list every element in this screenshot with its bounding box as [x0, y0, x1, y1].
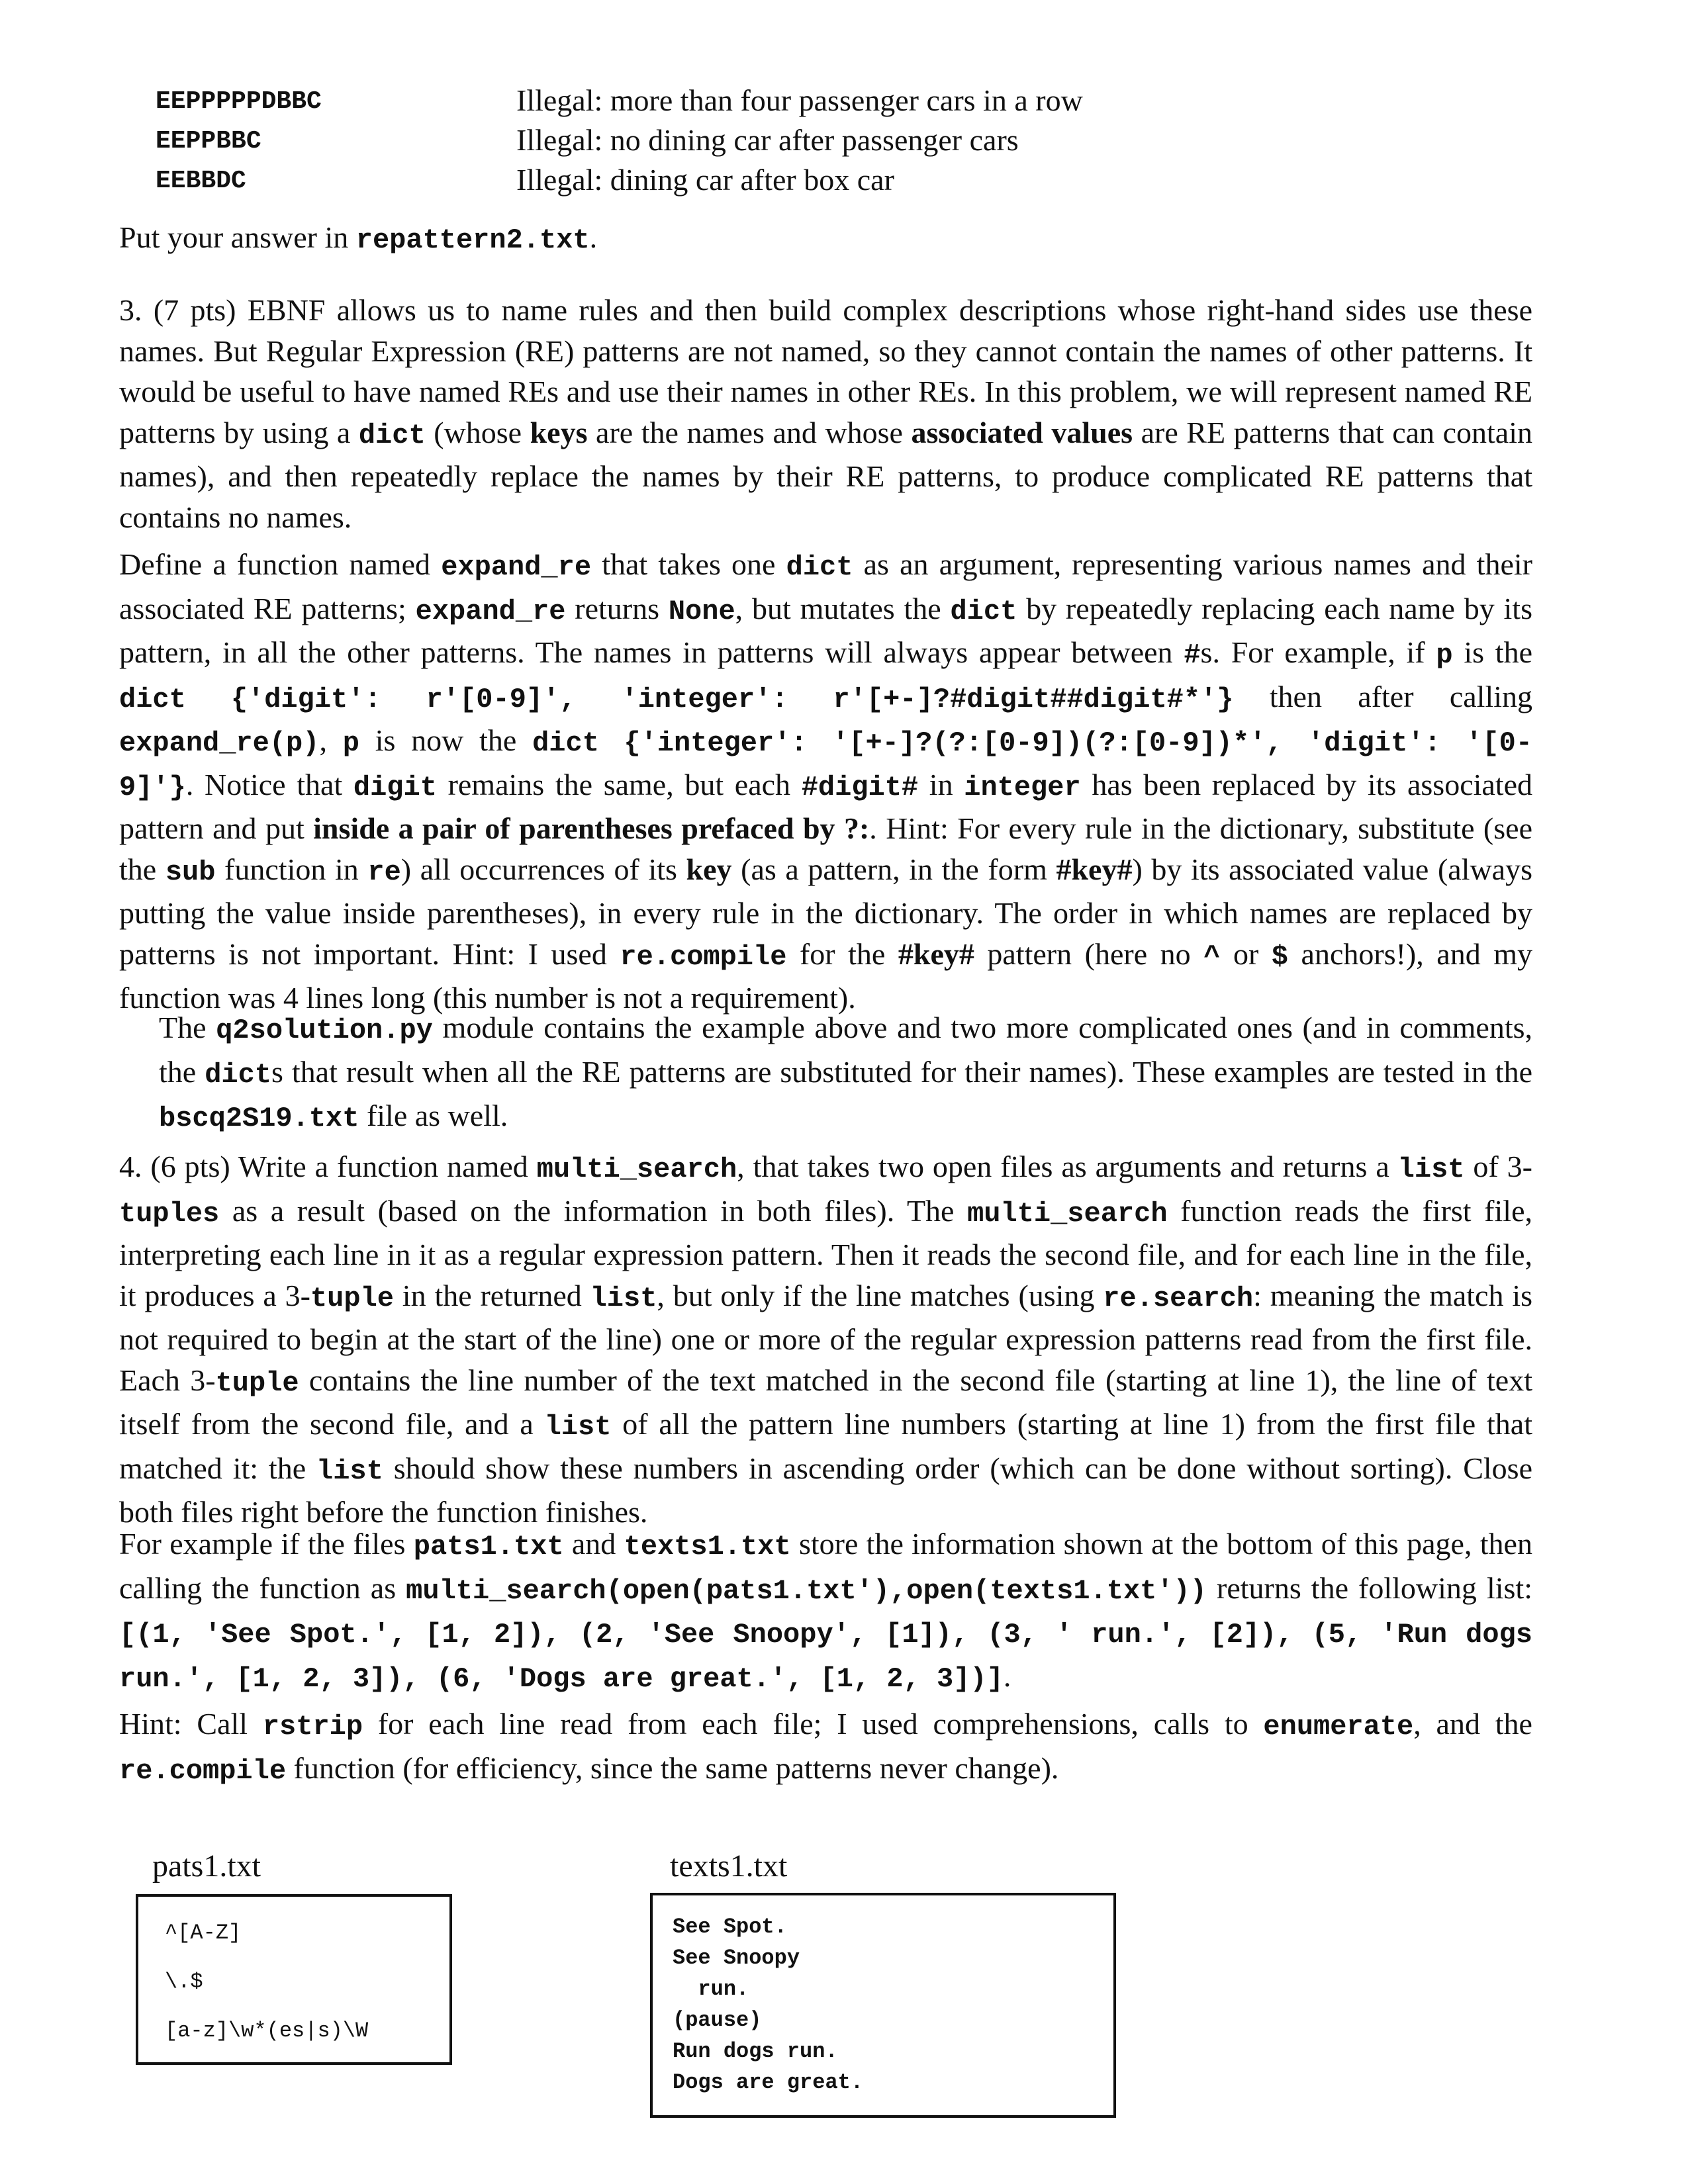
code-term: dict	[205, 1058, 272, 1091]
code-term: re	[367, 856, 401, 888]
texts-line: Run dogs run.	[673, 2039, 838, 2064]
code-term: rstrip	[262, 1711, 363, 1743]
code-term: multi_search	[967, 1197, 1168, 1230]
code-term: multi_search(open(pats1.txt'),open(texts1.txt'))	[406, 1574, 1207, 1607]
text-run: The	[159, 1011, 216, 1044]
text-run: module contains the example above and two more complicated ones (and in comments, the	[159, 1011, 1533, 1089]
code-term: tuple	[310, 1282, 394, 1314]
text-run: remains the same, but each	[436, 767, 802, 801]
code-term: bscq2S19.txt	[159, 1103, 359, 1134]
text-run: are the names and whose	[587, 415, 912, 449]
text-run: or	[1220, 936, 1272, 971]
example-code: EEPPPPPDBBC	[156, 87, 322, 116]
code-term: re.compile	[119, 1754, 287, 1787]
text-run: function (for efficiency, since the same patterns never change).	[286, 1751, 1059, 1785]
text-run: for the	[786, 936, 898, 971]
text-run: ) by its associated value (always putting the value inside parentheses), in every rule in the dictionary. The order in which names are replaced by patterns is not important. Hint: I used	[119, 852, 1532, 971]
text-run: and	[563, 1527, 624, 1561]
text-run: ,	[319, 723, 343, 757]
q3-spec	[119, 544, 1532, 1019]
code-term: list	[544, 1411, 612, 1443]
code-term: [(1, 'See Spot.', [1, 2]), (2, 'See Snoopy', [1]), (3, ' run.', [2]), (5, 'Run dogs run.', [1, 2, 3]), (6, 'Dogs are great.', [1, 2, 3])]	[119, 1619, 1532, 1695]
text-run: (as a pattern, in the form	[731, 852, 1056, 886]
pats-line: \.$	[165, 1970, 203, 1994]
code-term: list	[1397, 1154, 1465, 1185]
text-run: is now the	[359, 723, 533, 757]
q4-intro	[119, 1146, 1532, 1533]
code-term: dict {'digit': r'[0-9]', 'integer': r'[+-]?#digit##digit#*'}	[119, 683, 1234, 715]
code-term: $	[1271, 940, 1289, 973]
text-run: pattern (here no	[974, 936, 1204, 971]
text-run: function in	[215, 852, 368, 886]
text-run: anchors!), and my function was 4 lines long (this number is not a requirement).	[119, 936, 1533, 1015]
text-run: . Notice that	[185, 767, 353, 801]
code-term: ^	[1203, 940, 1221, 973]
code-term: expand_re	[415, 595, 566, 627]
bold-term: keys	[530, 415, 588, 449]
example-desc: Illegal: no dining car after passenger cars	[516, 123, 1019, 157]
text-run: returns the following list:	[1206, 1570, 1532, 1605]
code-term: multi_search	[536, 1154, 737, 1185]
bold-term: associated values	[911, 415, 1133, 449]
answer-filename: repattern2.txt	[355, 224, 590, 256]
bold-term: #key#	[1056, 852, 1133, 886]
bold-term: key	[686, 852, 732, 886]
texts-file-box	[650, 1893, 1116, 2118]
code-term: sub	[165, 856, 216, 888]
text-run: as a result (based on the information in both files). The	[219, 1193, 968, 1228]
code-term: q2solution.py	[216, 1015, 433, 1046]
text-run: is the	[1452, 635, 1533, 669]
pats-file-box	[136, 1894, 452, 2065]
text-run: returns	[565, 591, 669, 625]
q3-intro	[119, 290, 1532, 537]
pats-line: ^[A-Z]	[165, 1921, 242, 1945]
text-run: for each line read from each file; I used comprehensions, calls to	[363, 1707, 1264, 1741]
text-run: ) all occurrences of its	[400, 852, 686, 886]
texts-line: See Spot.	[673, 1915, 787, 1939]
text-run: : meaning the match is not required to begin at the start of the line) one or more of the regular expression patterns read from the first file. Each 3-	[119, 1278, 1533, 1397]
code-term: dict	[950, 595, 1017, 627]
code-term: dict	[358, 419, 426, 451]
code-term: list	[316, 1455, 383, 1487]
example-desc: Illegal: dining car after box car	[516, 163, 894, 197]
code-term: dict	[786, 551, 853, 583]
code-term: dict {'integer': '[+-]?(?:[0-9])(?:[0-9])*', 'digit': '[0-9]'}	[119, 727, 1532, 803]
text-run: contains the line number of the text matched in the second file (starting at line 1), the line of text itself from the second file, and a	[119, 1363, 1532, 1441]
code-term: texts1.txt	[624, 1531, 791, 1563]
text-run: s. For example, if	[1200, 635, 1436, 669]
text-run: s that result when all the RE patterns are substituted for their names). These examples are tested in the	[271, 1054, 1532, 1089]
pats-line: [a-z]\w*(es|s)\W	[165, 2019, 369, 2043]
text-run: file as well.	[359, 1099, 508, 1132]
q3-note	[159, 1007, 1532, 1140]
text-run: . Hint: For every rule in the dictionary, substitute (see the	[119, 811, 1532, 886]
text-run: , but mutates the	[735, 591, 951, 625]
texts-line: See Snoopy	[673, 1946, 800, 1970]
text-run: 4. (6 pts) Write a function named	[119, 1150, 537, 1183]
text-run: For example if the files	[119, 1527, 414, 1561]
texts-line: Dogs are great.	[673, 2070, 864, 2095]
text-run: .	[1003, 1659, 1011, 1693]
text-run: function reads the first file, interpreting each line in it as a regular expression pattern. Then it reads the second file, and for each line in the file, it produces a 3-	[119, 1193, 1532, 1312]
code-term: integer	[964, 771, 1081, 803]
text-run: of 3-	[1464, 1150, 1532, 1183]
code-term: #digit#	[801, 771, 919, 803]
code-term: p	[1436, 639, 1453, 671]
texts-line: (pause)	[673, 2008, 762, 2032]
code-term: enumerate	[1263, 1711, 1414, 1743]
code-term: None	[668, 595, 735, 627]
text-run: Hint: Call	[119, 1707, 263, 1741]
code-term: expand_re	[441, 551, 592, 583]
text-run: should show these numbers in ascending order (which can be done without sorting). Close both files right before the function finishes.	[119, 1451, 1532, 1529]
code-term: re.search	[1103, 1282, 1254, 1314]
text-run: , and the	[1413, 1707, 1532, 1741]
code-term: tuple	[215, 1367, 299, 1399]
text-run: are RE patterns that can contain names), and then repeatedly replace the names by their RE patterns, to produce complicated RE patterns that contains no names.	[119, 415, 1532, 534]
code-term: p	[342, 727, 359, 759]
text-run: store the information shown at the bottom of this page, then calling the function as	[119, 1527, 1532, 1605]
pats-file-label: pats1.txt	[152, 1848, 261, 1884]
code-term: digit	[353, 771, 437, 803]
example-desc: Illegal: more than four passenger cars in a row	[516, 83, 1083, 117]
example-code: EEPPBBC	[156, 127, 261, 156]
text-run: (whose	[425, 415, 530, 449]
text-run: in	[918, 767, 964, 801]
bold-term: #key#	[898, 936, 974, 971]
text-run: in the returned	[393, 1278, 590, 1312]
q4-example	[119, 1524, 1532, 1700]
text-run: by repeatedly replacing each name by its pattern, in all the other patterns. The names in patterns will always appear between	[119, 591, 1532, 669]
code-term: pats1.txt	[413, 1531, 564, 1563]
text-run: as an argument, representing various names and their associated RE patterns;	[119, 547, 1532, 625]
code-term: expand_re(p)	[119, 727, 320, 759]
answer-instruction: Put your answer in repattern2.txt.	[119, 220, 598, 256]
text-run: Define a function named	[119, 547, 442, 581]
code-term: #	[1184, 639, 1201, 671]
text-run: , that takes two open files as arguments and returns a	[737, 1150, 1398, 1183]
q4-hint	[119, 1704, 1532, 1792]
code-term: list	[590, 1282, 657, 1314]
text-run: of all the pattern line numbers (starting at line 1) from the first file that matched it: the	[119, 1407, 1532, 1485]
text-run: 3. (7 pts) EBNF allows us to name rules and then build complex descriptions whose right-hand sides use these names. But Regular Expression (RE) patterns are not named, so they cannot contain the names of other patterns. It would be useful to have named REs and use their names in other REs. In this problem, we will represent named RE patterns by using a	[119, 293, 1532, 449]
bold-term: inside a pair of parentheses prefaced by ?:	[313, 811, 870, 845]
text-run: then after calling	[1233, 679, 1533, 713]
texts-line: run.	[673, 1977, 749, 2001]
code-term: tuples	[119, 1197, 220, 1230]
example-code: EEBBDC	[156, 167, 246, 195]
text-run: has been replaced by its associated pattern and put	[119, 767, 1533, 845]
texts-file-label: texts1.txt	[670, 1848, 788, 1884]
text-run: , but only if the line matches (using	[657, 1278, 1103, 1312]
code-term: re.compile	[620, 940, 787, 973]
text-run: that takes one	[591, 547, 786, 581]
